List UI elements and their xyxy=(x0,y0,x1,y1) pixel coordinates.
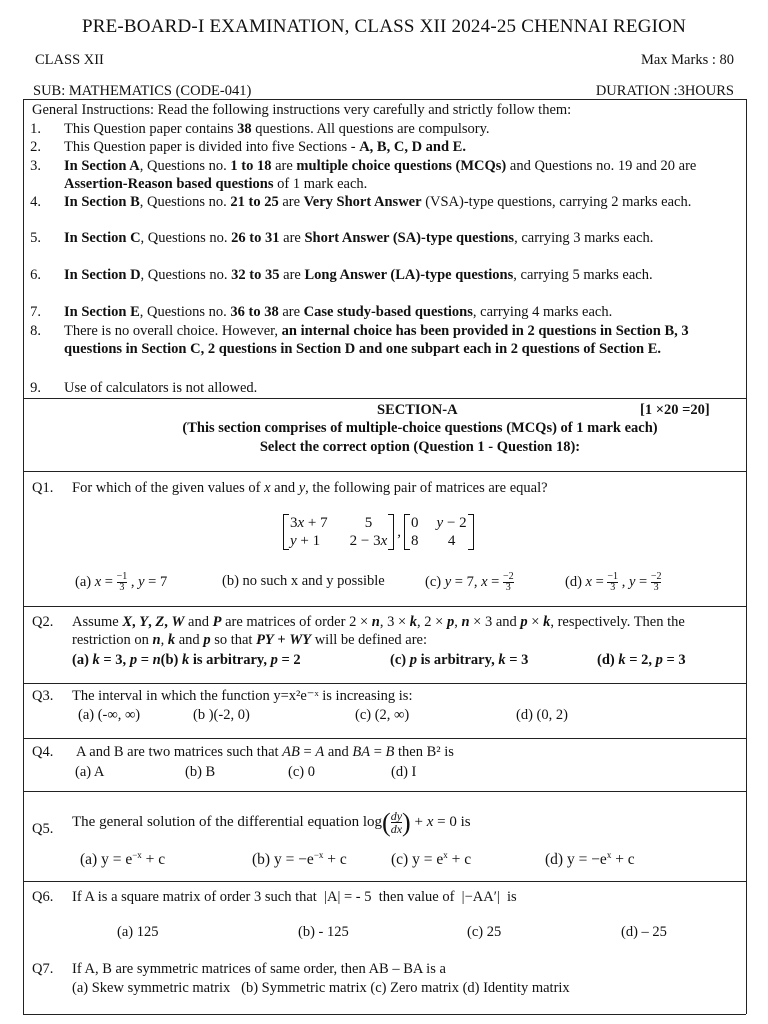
instruction-text: In Section E, Questions no. 36 to 38 are Case study-based questions, carrying 4 marks each. xyxy=(64,304,613,320)
instruction-number: 7. xyxy=(30,304,41,320)
instruction-item xyxy=(14,267,739,285)
instruction-item xyxy=(14,323,739,357)
option-d[interactable]: (d) I xyxy=(391,764,417,780)
instruction-text: This Question paper is divided into five Sections - A, B, C, D and E. xyxy=(64,139,466,155)
instruction-item xyxy=(14,194,739,212)
question-number: Q4. xyxy=(32,744,54,760)
instruction-number: 6. xyxy=(30,267,41,283)
option-b[interactable]: (b) $y = -e^{-x} + c$ xyxy=(252,850,347,869)
instruction-item xyxy=(14,230,739,248)
section-description: (This section comprises of multiple-choice questions (MCQs) of 1 mark each) xyxy=(182,420,658,436)
duration-label: DURATION :3HOURS xyxy=(595,83,734,99)
question-text: If A is a square matrix of order 3 such that |A| = - 5 then value of |−AA′| is xyxy=(72,889,517,905)
instruction-number: 8. xyxy=(30,323,41,339)
subject-label: SUB: MATHEMATICS (CODE-041) xyxy=(33,83,252,99)
question-text: A and B are two matrices such that AB = A and BA = B then B² is xyxy=(76,744,454,760)
option-d[interactable]: (d) – 25 xyxy=(621,924,667,940)
option-a[interactable]: (a) 125 xyxy=(117,924,159,940)
option-c[interactable]: (c) p is arbitrary, k = 3 xyxy=(390,652,529,668)
option-d[interactable]: (d) x = $\frac{-1}{3}$ , y = $\frac{-2}{3}$ xyxy=(565,571,662,593)
class-label: CLASS XII xyxy=(35,52,104,68)
option-b[interactable]: (b) B xyxy=(185,764,216,780)
divider xyxy=(23,683,746,684)
instruction-item xyxy=(14,304,739,322)
question-number: Q2. xyxy=(32,614,54,630)
matrix-pair: 3x + 7 5 y + 1 2 − 3x , 0 y − 2 8 4 xyxy=(283,514,474,550)
instruction-text: In Section A, Questions no. 1 to 18 are multiple choice questions (MCQs) and Questions no. 19 and 20 are Assertion-Reason based questions of 1 mark each. xyxy=(64,158,697,192)
instruction-text: Use of calculators is not allowed. xyxy=(64,380,258,396)
instruction-text: This Question paper contains 38 questions. All questions are compulsory. xyxy=(64,121,490,137)
divider xyxy=(23,791,746,792)
options-row[interactable]: (a) Skew symmetric matrix (b) Symmetric matrix (c) Zero matrix (d) Identity matrix xyxy=(72,980,570,996)
divider xyxy=(23,881,746,882)
divider xyxy=(23,738,746,739)
instruction-text: In Section C, Questions no. 26 to 31 are Short Answer (SA)-type questions, carrying 3 marks each. xyxy=(64,230,654,246)
question-number: Q6. xyxy=(32,889,54,905)
divider xyxy=(23,398,746,399)
question-text: The general solution of the differential equation log( $\frac{dy}{dx}$ ) + x = 0 is xyxy=(72,808,471,837)
section-title: SECTION-A xyxy=(377,402,458,418)
instruction-text: There is no overall choice. However, an internal choice has been provided in 2 questions in Section B, 3 questions in Section C, 2 questions in Section D and one subpart each in 2 questions of Section E. xyxy=(64,323,689,357)
instruction-text: In Section B, Questions no. 21 to 25 are Very Short Answer (VSA)-type questions, carrying 2 marks each. xyxy=(64,194,692,210)
divider xyxy=(23,1014,746,1015)
instruction-text: In Section D, Questions no. 32 to 35 are Long Answer (LA)-type questions, carrying 5 marks each. xyxy=(64,267,653,283)
divider xyxy=(23,99,746,100)
option-b[interactable]: (b )(-2, 0) xyxy=(193,707,250,723)
instructions-heading: General Instructions: Read the following instructions very carefully and strictly follow them: xyxy=(32,102,572,118)
option-c[interactable]: (c) (2, ∞) xyxy=(355,707,410,723)
instruction-item xyxy=(14,380,739,398)
question-number: Q5. xyxy=(32,821,54,837)
instruction-number: 9. xyxy=(30,380,41,396)
instruction-number: 1. xyxy=(30,121,41,137)
question-number: Q7. xyxy=(32,961,54,977)
instruction-number: 4. xyxy=(30,194,41,210)
instruction-item xyxy=(14,121,739,139)
option-a[interactable]: (a) $y = e^{-x} + c$ xyxy=(80,850,166,869)
max-marks: Max Marks : 80 xyxy=(640,52,734,68)
option-c[interactable]: (c) $y = e^x + c$ xyxy=(391,850,472,869)
instruction-item xyxy=(14,158,739,192)
question-text: For which of the given values of x and y, the following pair of matrices are equal? xyxy=(72,480,548,496)
option-c[interactable]: (c) y = 7, x = $\frac{-2}{3}$ xyxy=(425,571,514,593)
divider xyxy=(23,606,746,607)
question-number: Q3. xyxy=(32,688,54,704)
page-title: PRE-BOARD-I EXAMINATION, CLASS XII 2024-25 CHENNAI REGION xyxy=(81,16,687,37)
question-text: The interval in which the function y=x²e⁻ˣ is increasing is: xyxy=(72,688,413,704)
option-c[interactable]: (c) 25 xyxy=(467,924,502,940)
option-a[interactable]: (a) (-∞, ∞) xyxy=(78,707,141,723)
option-d[interactable]: (d) k = 2, p = 3 xyxy=(597,652,686,668)
section-marks: [1 ×20 =20] xyxy=(640,402,710,418)
option-a[interactable]: (a) k = 3, p = n(b) k is arbitrary, p = 2 xyxy=(72,652,301,668)
option-a[interactable]: (a) x = $\frac{-1}{3}$ , y = 7 xyxy=(75,571,168,593)
instruction-number: 5. xyxy=(30,230,41,246)
option-d[interactable]: (d) $y = -e^x + c$ xyxy=(545,850,635,869)
instruction-item xyxy=(14,139,739,157)
divider xyxy=(23,471,746,472)
section-instruction: Select the correct option (Question 1 - Question 18): xyxy=(259,439,581,455)
instruction-number: 2. xyxy=(30,139,41,155)
option-b[interactable]: (b) - 125 xyxy=(298,924,349,940)
question-number: Q1. xyxy=(32,480,54,496)
question-text: Assume X, Y, Z, W and P are matrices of order 2 × n, 3 × k, 2 × p, n × 3 and p × k, respectively. Then the restriction on n, k and p so that PY + WY will be defined are: xyxy=(72,614,685,648)
option-b[interactable]: (b) no such x and y possible xyxy=(222,573,385,589)
instruction-number: 3. xyxy=(30,158,41,174)
question-text: If A, B are symmetric matrices of same order, then AB – BA is a xyxy=(72,961,446,977)
option-a[interactable]: (a) A xyxy=(75,764,105,780)
option-d[interactable]: (d) (0, 2) xyxy=(516,707,568,723)
option-c[interactable]: (c) 0 xyxy=(288,764,315,780)
